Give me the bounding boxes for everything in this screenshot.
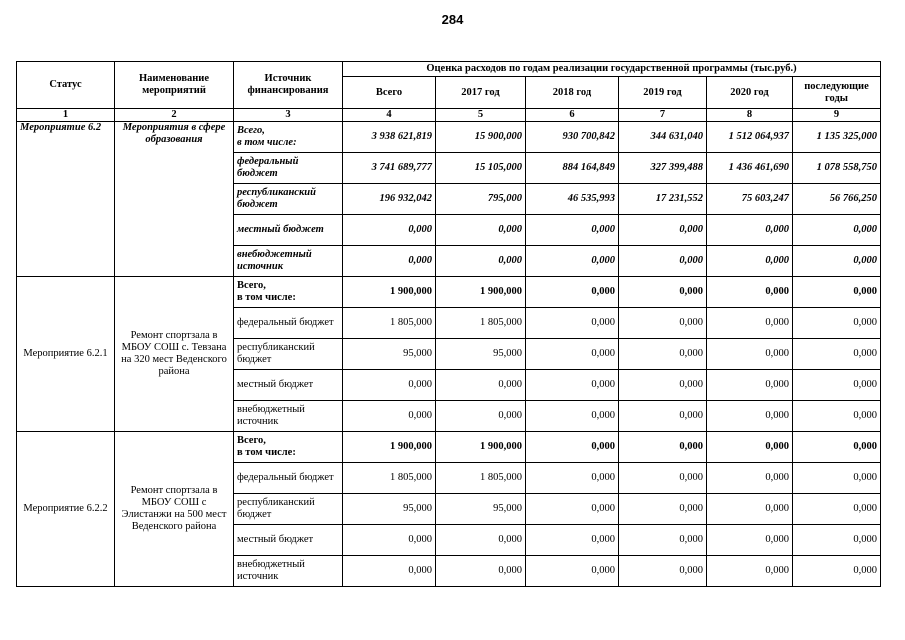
amount-cell: 0,000 — [526, 494, 619, 525]
amount-cell: 344 631,040 — [619, 122, 707, 153]
amount-cell: 1 900,000 — [436, 432, 526, 463]
amount-cell: 1 900,000 — [343, 277, 436, 308]
funding-source-cell: внебюджетный источник — [234, 401, 343, 432]
amount-cell: 1 900,000 — [436, 277, 526, 308]
amount-cell: 0,000 — [707, 494, 793, 525]
column-number-row — [17, 109, 881, 122]
amount-cell: 1 805,000 — [343, 463, 436, 494]
table-row — [17, 432, 881, 463]
amount-cell: 0,000 — [526, 401, 619, 432]
amount-cell: 0,000 — [793, 401, 881, 432]
amount-cell: 0,000 — [526, 556, 619, 587]
event-name-cell: Мероприятия в сфере образования — [115, 122, 234, 277]
funding-source-cell: республиканский бюджет — [234, 494, 343, 525]
funding-source-cell: федеральный бюджет — [234, 463, 343, 494]
amount-cell: 0,000 — [793, 463, 881, 494]
amount-cell: 3 741 689,777 — [343, 153, 436, 184]
funding-source-cell: внебюджетный источник — [234, 246, 343, 277]
amount-cell: 0,000 — [526, 277, 619, 308]
funding-source-cell: федеральный бюджет — [234, 153, 343, 184]
amount-cell: 0,000 — [436, 525, 526, 556]
header-source: Источник финансирования — [234, 62, 343, 109]
amount-cell: 0,000 — [436, 556, 526, 587]
amount-cell: 0,000 — [793, 525, 881, 556]
amount-cell: 95,000 — [436, 339, 526, 370]
column-number: 3 — [234, 109, 343, 122]
budget-table — [16, 61, 881, 587]
amount-cell: 0,000 — [526, 339, 619, 370]
amount-cell: 95,000 — [343, 494, 436, 525]
amount-cell: 0,000 — [343, 370, 436, 401]
column-number: 9 — [793, 109, 881, 122]
funding-source-cell: местный бюджет — [234, 525, 343, 556]
table-row — [17, 122, 881, 153]
funding-source-cell: республиканский бюджет — [234, 339, 343, 370]
amount-cell: 0,000 — [526, 308, 619, 339]
amount-cell: 0,000 — [436, 370, 526, 401]
amount-cell: 0,000 — [343, 556, 436, 587]
amount-cell: 0,000 — [436, 246, 526, 277]
event-name-cell: Ремонт спортзала в МБОУ СОШ с. Тевзана на 320 мест Веденского района — [115, 277, 234, 432]
amount-cell: 0,000 — [526, 432, 619, 463]
amount-cell: 0,000 — [707, 277, 793, 308]
amount-cell: 0,000 — [436, 401, 526, 432]
amount-cell: 0,000 — [343, 401, 436, 432]
amount-cell: 0,000 — [619, 277, 707, 308]
amount-cell: 0,000 — [343, 525, 436, 556]
amount-cell: 884 164,849 — [526, 153, 619, 184]
amount-cell: 0,000 — [793, 246, 881, 277]
header-year-2020: 2020 год — [707, 77, 793, 109]
amount-cell: 0,000 — [343, 246, 436, 277]
amount-cell: 1 805,000 — [436, 308, 526, 339]
amount-cell: 0,000 — [526, 525, 619, 556]
amount-cell: 56 766,250 — [793, 184, 881, 215]
column-number: 7 — [619, 109, 707, 122]
amount-cell: 0,000 — [707, 525, 793, 556]
column-number: 6 — [526, 109, 619, 122]
amount-cell: 0,000 — [707, 401, 793, 432]
funding-source-cell: местный бюджет — [234, 215, 343, 246]
amount-cell: 0,000 — [793, 277, 881, 308]
amount-cell: 0,000 — [707, 556, 793, 587]
column-number: 2 — [115, 109, 234, 122]
funding-source-cell: республиканский бюджет — [234, 184, 343, 215]
funding-source-cell: Всего, в том числе: — [234, 277, 343, 308]
amount-cell: 0,000 — [707, 463, 793, 494]
page-number: 284 — [441, 12, 464, 27]
amount-cell: 196 932,042 — [343, 184, 436, 215]
amount-cell: 0,000 — [619, 556, 707, 587]
amount-cell: 0,000 — [619, 308, 707, 339]
amount-cell: 0,000 — [793, 308, 881, 339]
amount-cell: 1 805,000 — [436, 463, 526, 494]
column-number: 4 — [343, 109, 436, 122]
amount-cell: 0,000 — [793, 215, 881, 246]
header-year-2019: 2019 год — [619, 77, 707, 109]
status-cell: Мероприятие 6.2.1 — [17, 277, 115, 432]
amount-cell: 795,000 — [436, 184, 526, 215]
funding-source-cell: внебюджетный источник — [234, 556, 343, 587]
amount-cell: 0,000 — [343, 215, 436, 246]
amount-cell: 0,000 — [793, 432, 881, 463]
amount-cell: 0,000 — [707, 308, 793, 339]
amount-cell: 1 512 064,937 — [707, 122, 793, 153]
amount-cell: 1 078 558,750 — [793, 153, 881, 184]
header-year-later: последующие годы — [793, 77, 881, 109]
amount-cell: 0,000 — [793, 339, 881, 370]
amount-cell: 3 938 621,819 — [343, 122, 436, 153]
amount-cell: 0,000 — [526, 215, 619, 246]
amount-cell: 0,000 — [619, 463, 707, 494]
header-year-2017: 2017 год — [436, 77, 526, 109]
amount-cell: 0,000 — [619, 246, 707, 277]
amount-cell: 0,000 — [619, 370, 707, 401]
amount-cell: 0,000 — [436, 215, 526, 246]
funding-source-cell: Всего, в том числе: — [234, 432, 343, 463]
amount-cell: 0,000 — [619, 215, 707, 246]
status-cell: Мероприятие 6.2.2 — [17, 432, 115, 587]
column-number: 5 — [436, 109, 526, 122]
amount-cell: 0,000 — [793, 556, 881, 587]
amount-cell: 17 231,552 — [619, 184, 707, 215]
column-number: 1 — [17, 109, 115, 122]
header-estimate: Оценка расходов по годам реализации государственной программы (тыс.руб.) — [343, 62, 881, 77]
amount-cell: 0,000 — [526, 246, 619, 277]
amount-cell: 15 900,000 — [436, 122, 526, 153]
amount-cell: 0,000 — [619, 339, 707, 370]
amount-cell: 0,000 — [707, 246, 793, 277]
amount-cell: 95,000 — [343, 339, 436, 370]
funding-source-cell: местный бюджет — [234, 370, 343, 401]
amount-cell: 46 535,993 — [526, 184, 619, 215]
header-name: Наименование мероприятий — [115, 62, 234, 109]
header-year-total: Всего — [343, 77, 436, 109]
table-row — [17, 277, 881, 308]
column-number: 8 — [707, 109, 793, 122]
amount-cell: 0,000 — [619, 525, 707, 556]
amount-cell: 0,000 — [707, 370, 793, 401]
amount-cell: 1 805,000 — [343, 308, 436, 339]
amount-cell: 0,000 — [707, 432, 793, 463]
amount-cell: 327 399,488 — [619, 153, 707, 184]
amount-cell: 1 436 461,690 — [707, 153, 793, 184]
amount-cell: 75 603,247 — [707, 184, 793, 215]
amount-cell: 1 900,000 — [343, 432, 436, 463]
amount-cell: 0,000 — [707, 215, 793, 246]
amount-cell: 0,000 — [707, 339, 793, 370]
amount-cell: 0,000 — [619, 494, 707, 525]
amount-cell: 930 700,842 — [526, 122, 619, 153]
amount-cell: 15 105,000 — [436, 153, 526, 184]
funding-source-cell: федеральный бюджет — [234, 308, 343, 339]
amount-cell: 95,000 — [436, 494, 526, 525]
amount-cell: 0,000 — [793, 370, 881, 401]
amount-cell: 0,000 — [793, 494, 881, 525]
amount-cell: 0,000 — [619, 432, 707, 463]
amount-cell: 0,000 — [526, 463, 619, 494]
header-status: Статус — [17, 62, 115, 109]
amount-cell: 0,000 — [619, 401, 707, 432]
amount-cell: 0,000 — [526, 370, 619, 401]
event-name-cell: Ремонт спортзала в МБОУ СОШ с Элистанжи на 500 мест Веденского района — [115, 432, 234, 587]
header-year-2018: 2018 год — [526, 77, 619, 109]
amount-cell: 1 135 325,000 — [793, 122, 881, 153]
status-cell: Мероприятие 6.2 — [17, 122, 115, 277]
funding-source-cell: Всего, в том числе: — [234, 122, 343, 153]
